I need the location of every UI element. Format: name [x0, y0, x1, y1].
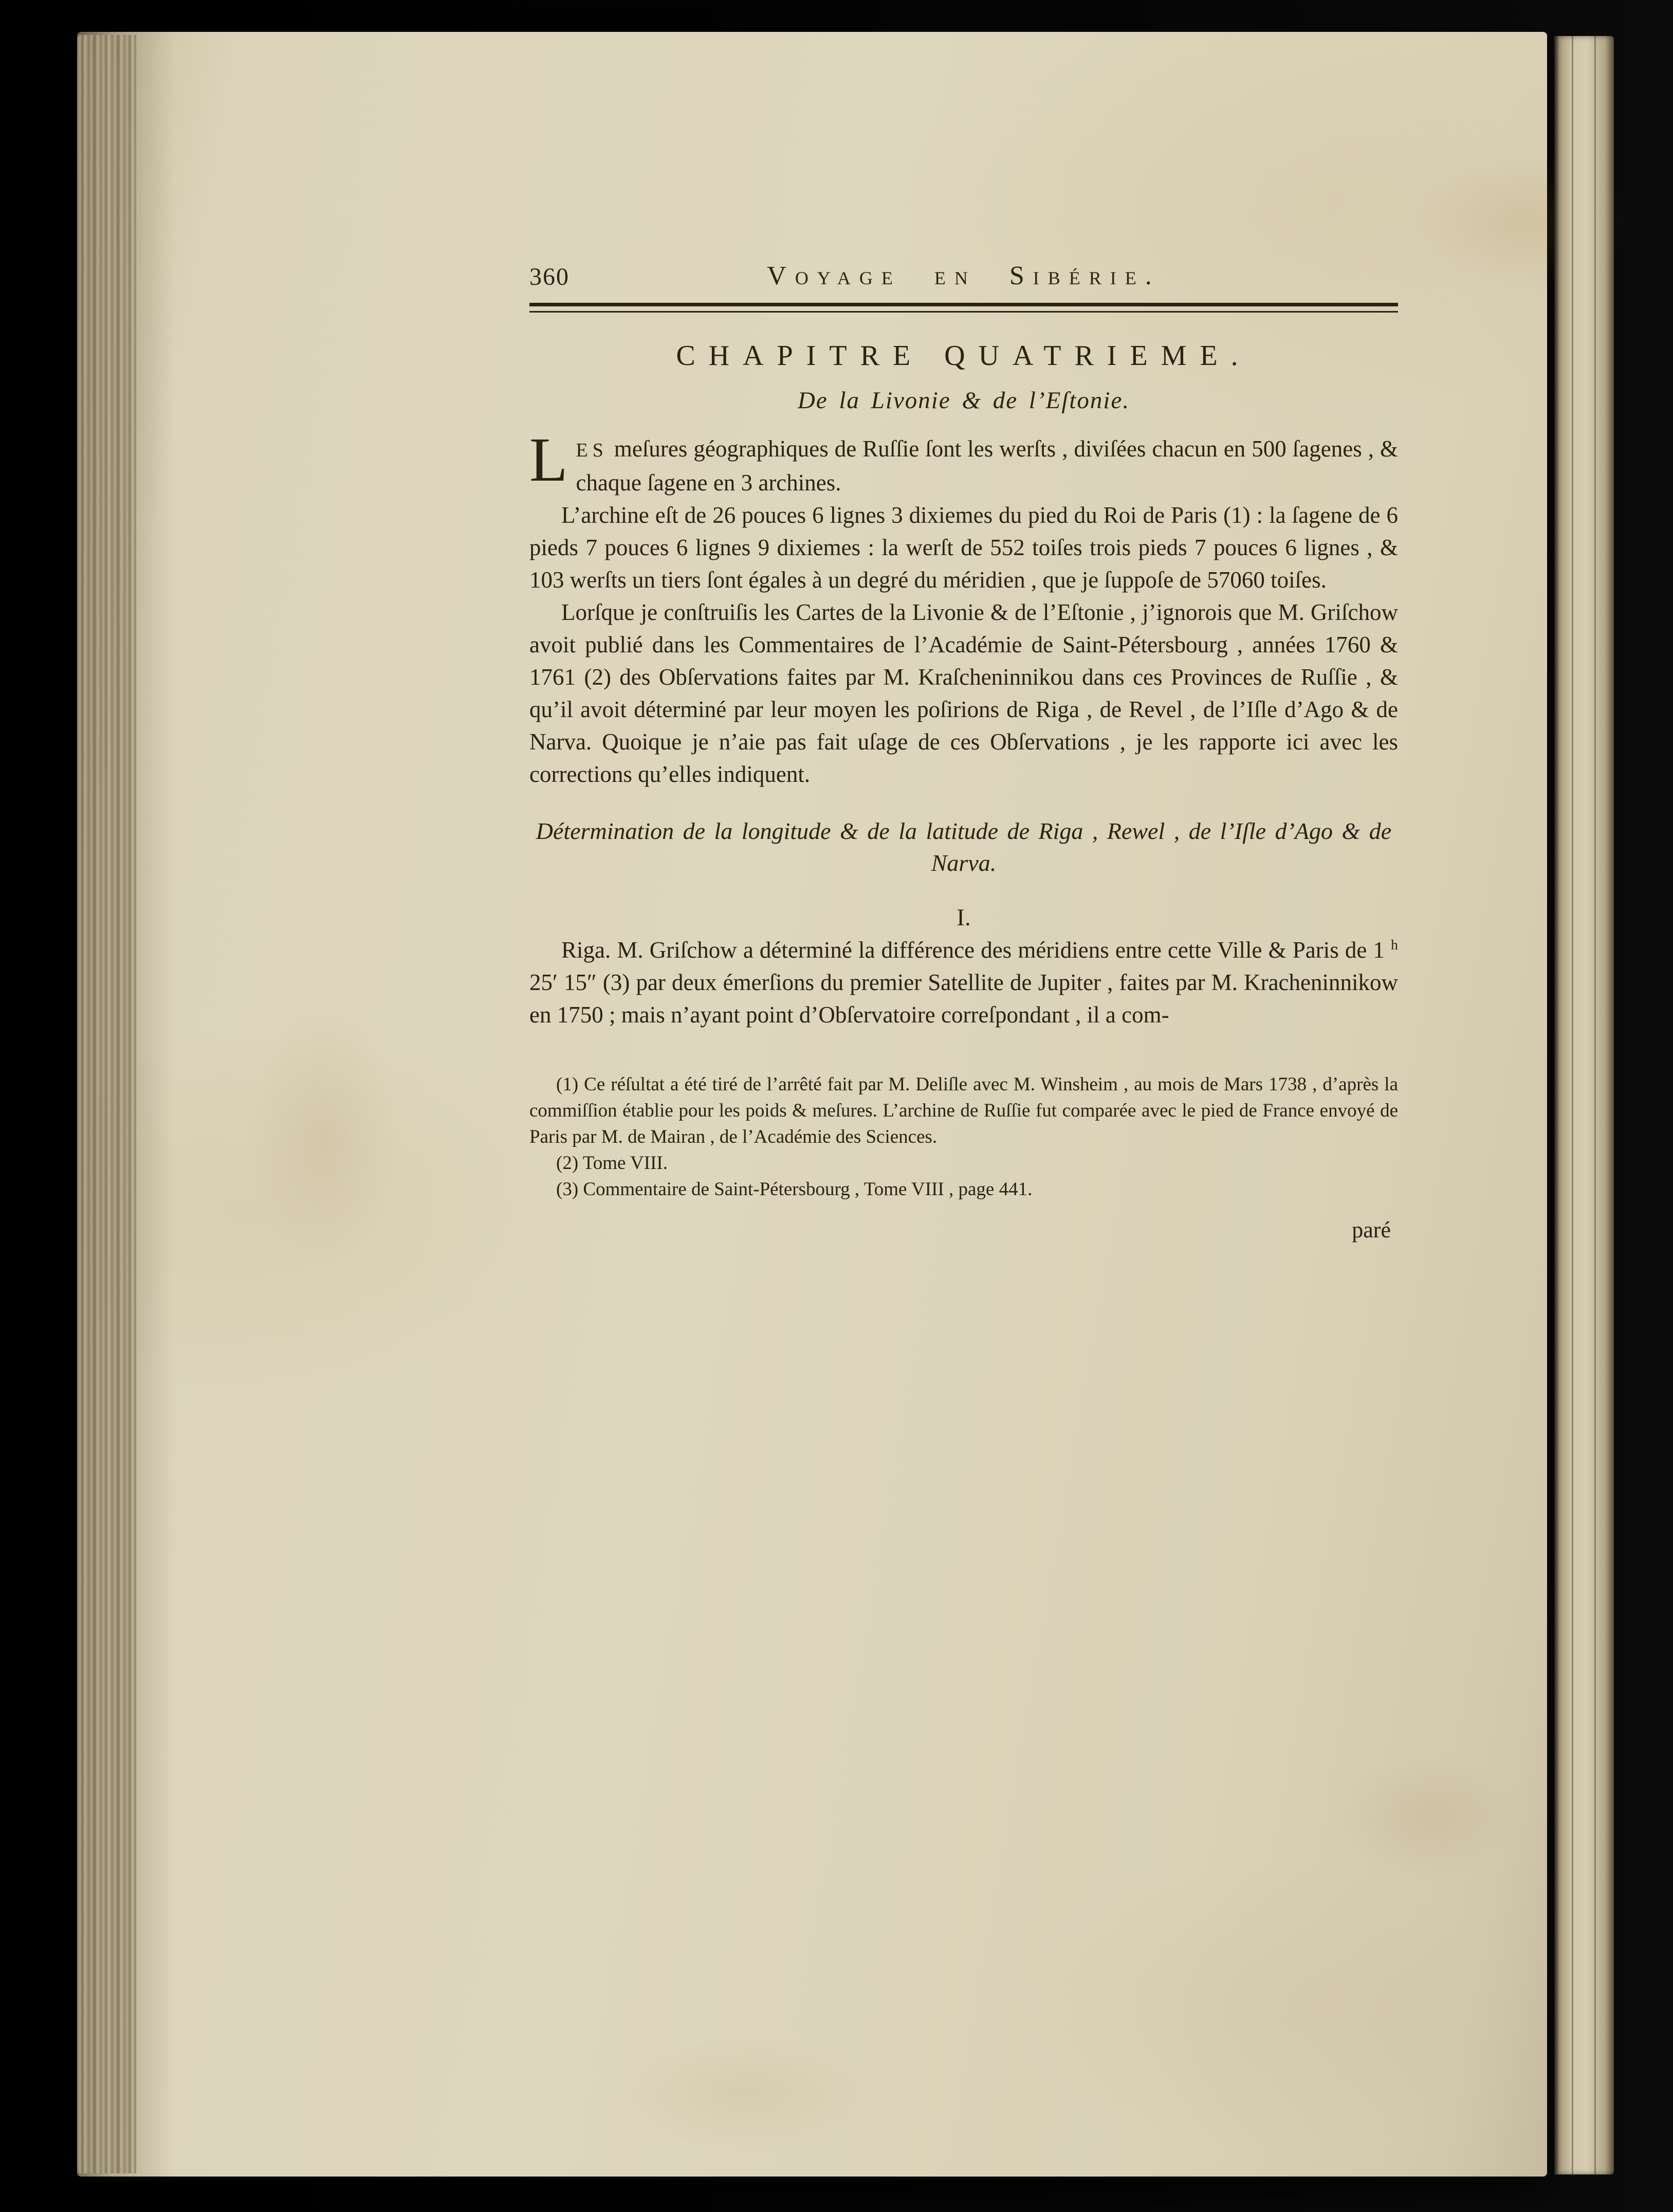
paper-stain	[617, 2037, 874, 2150]
page-edge-crease	[1572, 36, 1573, 2174]
paragraph-4	[529, 934, 1398, 1031]
paragraph-1	[529, 425, 1398, 499]
running-title: Voyage en Sibérie.	[767, 261, 1161, 290]
paragraph-2: L’archine eſt de 26 pouces 6 lignes 3 dixiemes du pied du Roi de Paris (1) : la ſagene de 6 pieds 7 pouces 6 lignes 9 dixiemes : la werſt de 552 toiſes trois pieds 7 pouces 6 lignes , & 103 werſts un tiers ſont égales à un degré du méridien , que je ſuppoſe de 57060 toiſes.	[529, 502, 1398, 593]
drop-cap: L	[529, 425, 568, 495]
paragraph-3: Lorſque je conſtruiſis les Cartes de la Livonie & de l’Eſtonie , j’ignorois que M. Griſchow avoit publié dans les Commentaires de l’Académie de Saint-Pétersbourg , années 1760 & 1761 (2) des Obſervations faites par M. Kraſcheninnikou dans ces Provinces de Ruſſie , & qu’il avoit déterminé par leur moyen les poſirions de Riga , de Revel , de l’Iſle d’Ago & de Narva. Quoique je n’aie pas fait uſage de ces Obſervations , je les rapporte ici avec les corrections qu’elles indiquent.	[529, 599, 1398, 787]
body-copy	[529, 425, 1398, 1031]
page-number: 360	[529, 263, 569, 290]
chapter-subtitle: De la Livonie & de l’Eſtonie.	[797, 387, 1130, 414]
hour-superscript: h	[1391, 937, 1398, 953]
book-page	[77, 32, 1547, 2177]
paragraph-4-text-after: 25′ 15″ (3) par deux émerſions du premier Satellite de Jupiter , faites par M. Kracheninnikow en 1750 ; mais n’ayant point d’Obſervatoire correſpondant , il a com-	[529, 970, 1398, 1028]
footnote-3: (3) Commentaire de Saint-Pétersbourg , Tome VIII , page 441.	[556, 1179, 1033, 1200]
paragraph-1-lead: ES	[576, 440, 608, 461]
facing-page-edge	[1554, 36, 1614, 2174]
paper-stain	[1336, 1754, 1521, 1877]
chapter-heading: CHAPITRE QUATRIEME.	[676, 340, 1252, 372]
footnote-2: (2) Tome VIII.	[556, 1153, 668, 1174]
page-edge-crease	[1594, 36, 1596, 2174]
page-stack-edges	[77, 35, 136, 2173]
paper-stain	[247, 1009, 401, 1266]
footnote-1: (1) Ce réſultat a été tiré de l’arrêté fait par M. Deliſle avec M. Winsheim , au mois de Mars 1738 , d’après la commiſſion établie pour les poids & meſures. L’archine de Ruſſie fut comparée avec le pied de France envoyé de Paris par M. de Mairan , de l’Académie des Sciences.	[529, 1074, 1398, 1147]
running-header	[529, 261, 1398, 295]
text-block	[529, 261, 1398, 1243]
section-heading: Détermination de la longitude & de la latitude de Riga , Rewel , de l’Iſle d’Ago & de Narva.	[536, 818, 1392, 876]
section-numeral: I.	[957, 904, 971, 931]
catchword: paré	[1352, 1217, 1391, 1242]
header-rule	[529, 303, 1398, 313]
footnotes	[529, 1071, 1398, 1202]
paragraph-1-text: meſures géographiques de Ruſſie ſont les werſts , diviſées chacun en 500 ſagenes , & chaque ſagene en 3 archines.	[576, 436, 1398, 496]
paragraph-4-text-before: Riga. M. Griſchow a déterminé la différence des méridiens entre cette Ville & Paris de 1	[561, 937, 1391, 963]
